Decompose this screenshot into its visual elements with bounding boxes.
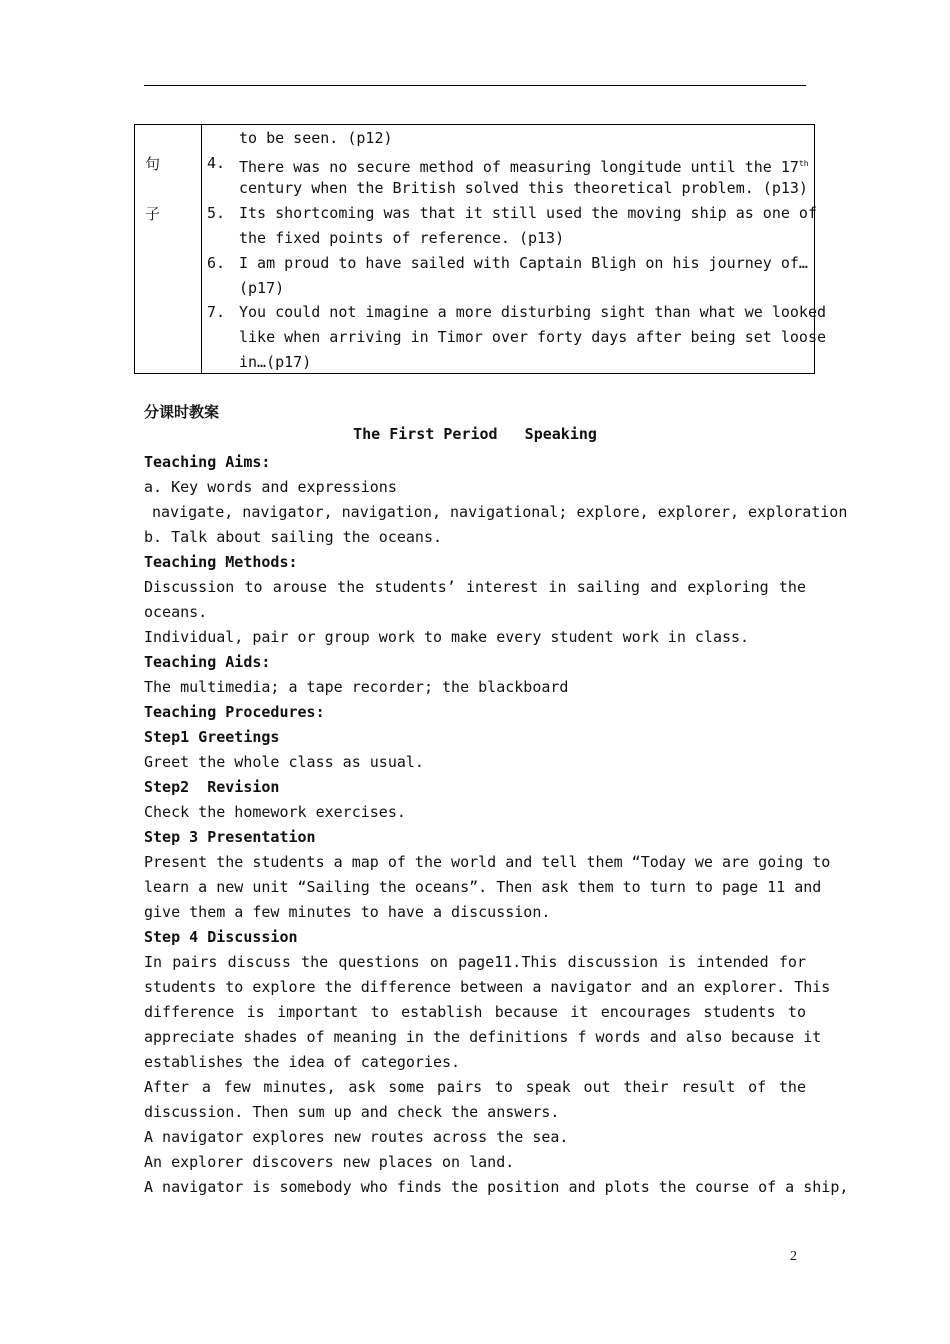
page-number: 2 xyxy=(790,1249,797,1264)
section-heading: 分课时教案 xyxy=(144,403,220,421)
item-line: I am proud to have sailed with Captain Bligh on his journey of… xyxy=(239,254,808,272)
side-label-ju: 句 xyxy=(145,155,161,173)
methods-line: oceans. xyxy=(144,603,208,621)
item-line: You could not imagine a more disturbing sight than what we looked xyxy=(239,303,826,321)
aim-a: a. Key words and expressions xyxy=(144,478,397,496)
aim-words: navigate, navigator, navigation, navigational; explore, explorer, exploration xyxy=(152,503,848,521)
step4-line: students to explore the difference between a navigator and an explorer. This xyxy=(144,978,831,996)
item-number: 7. xyxy=(207,303,226,321)
table-column-divider xyxy=(201,125,202,373)
methods-heading: Teaching Methods: xyxy=(144,553,298,571)
step3-line: Present the students a map of the world and tell them “Today we are going to xyxy=(144,853,831,871)
aim-b: b. Talk about sailing the oceans. xyxy=(144,528,443,546)
item-line: (p17) xyxy=(239,279,285,297)
continuation-text: to be seen. (p12) xyxy=(239,129,393,147)
step1-text: Greet the whole class as usual. xyxy=(144,753,424,771)
period-title: The First Period Speaking xyxy=(353,425,597,443)
methods-line: Discussion to arouse the students’ interest in sailing and exploring the xyxy=(144,578,806,596)
aims-heading: Teaching Aims: xyxy=(144,453,271,471)
item-line: in…(p17) xyxy=(239,353,312,371)
step2-heading: Step2 Revision xyxy=(144,778,280,796)
step4-line: In pairs discuss the questions on page11.This discussion is intended for xyxy=(144,953,806,971)
step4-line: After a few minutes, ask some pairs to speak out their result of the xyxy=(144,1078,806,1096)
step4-line: A navigator explores new routes across the sea. xyxy=(144,1128,569,1146)
step4-heading: Step 4 Discussion xyxy=(144,928,298,946)
item-line: century when the British solved this theoretical problem. (p13) xyxy=(239,179,808,197)
item-line: Its shortcoming was that it still used the moving ship as one of xyxy=(239,204,817,222)
step4-line: An explorer discovers new places on land. xyxy=(144,1153,515,1171)
item-number: 5. xyxy=(207,204,226,222)
item-line: There was no secure method of measuring longitude until the 17th xyxy=(239,158,809,176)
step4-line: appreciate shades of meaning in the definitions f words and also because it xyxy=(144,1028,822,1046)
item-number: 6. xyxy=(207,254,226,272)
step2-text: Check the homework exercises. xyxy=(144,803,406,821)
aids-heading: Teaching Aids: xyxy=(144,653,271,671)
aids-text: The multimedia; a tape recorder; the blackboard xyxy=(144,678,569,696)
side-label-zi: 子 xyxy=(145,205,161,223)
item-line: the fixed points of reference. (p13) xyxy=(239,229,565,247)
item-line: like when arriving in Timor over forty days after being set loose xyxy=(239,328,826,346)
procedures-heading: Teaching Procedures: xyxy=(144,703,325,721)
step3-line: learn a new unit “Sailing the oceans”. Then ask them to turn to page 11 and xyxy=(144,878,822,896)
item-number: 4. xyxy=(207,154,226,172)
step4-line: difference is important to establish because it encourages students to xyxy=(144,1003,806,1021)
header-rule xyxy=(144,85,806,86)
step1-heading: Step1 Greetings xyxy=(144,728,280,746)
step4-line: A navigator is somebody who finds the position and plots the course of a ship, xyxy=(144,1178,849,1196)
step3-heading: Step 3 Presentation xyxy=(144,828,316,846)
sentences-table xyxy=(134,124,826,374)
step4-line: discussion. Then sum up and check the answers. xyxy=(144,1103,560,1121)
step4-line: establishes the idea of categories. xyxy=(144,1053,461,1071)
step3-line: give them a few minutes to have a discussion. xyxy=(144,903,551,921)
superscript-th: th xyxy=(798,159,809,168)
methods-line: Individual, pair or group work to make every student work in class. xyxy=(144,628,750,646)
